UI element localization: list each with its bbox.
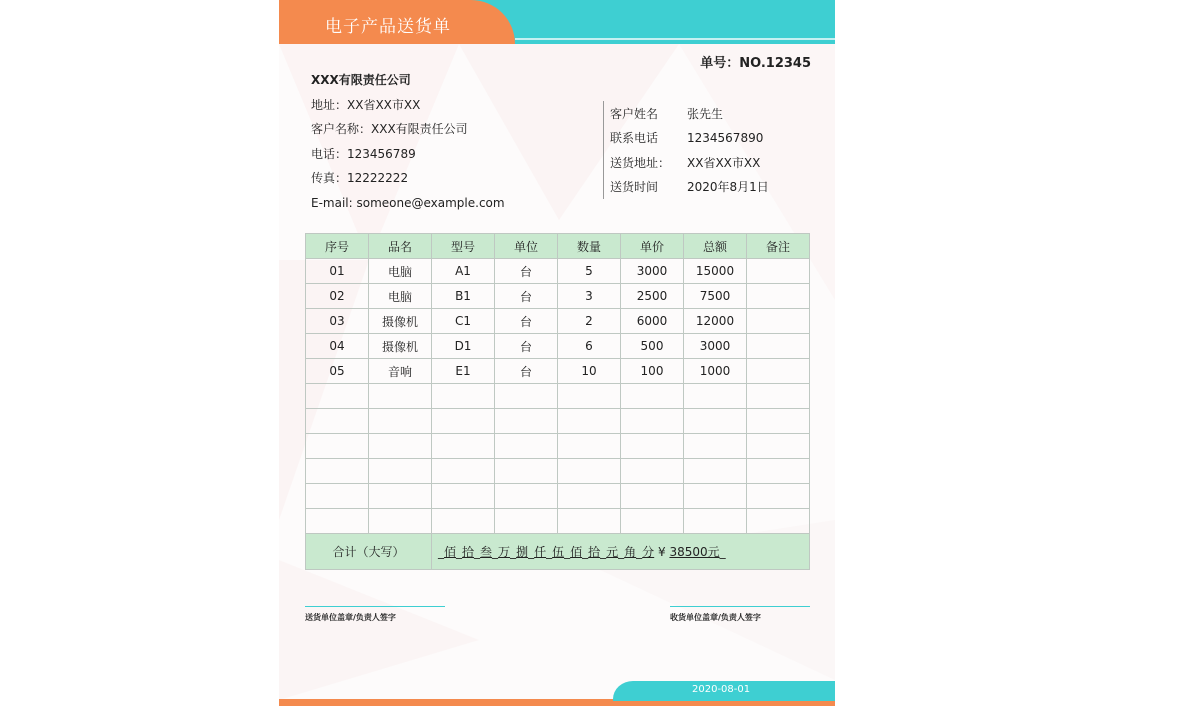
company-fax: 传真：12222222 — [311, 171, 409, 185]
table-cell — [432, 509, 495, 534]
table-cell — [747, 484, 810, 509]
table-cell — [621, 484, 684, 509]
company-info — [311, 68, 505, 215]
company-address: 地址：XX省XX市XX — [311, 97, 421, 112]
amount-part: _ — [636, 545, 643, 559]
table-cell: 台 — [495, 334, 558, 359]
column-header: 数量 — [558, 234, 621, 259]
table-cell: 5 — [558, 259, 621, 284]
page-title: 电子产品送货单 — [325, 17, 451, 37]
table-cell — [369, 409, 432, 434]
table-cell: 台 — [495, 284, 558, 309]
table-cell — [684, 409, 747, 434]
table-cell: 6 — [558, 334, 621, 359]
customer-row — [610, 126, 769, 151]
table-cell — [747, 259, 810, 284]
table-cell — [747, 434, 810, 459]
table-row — [306, 334, 810, 359]
table-cell — [495, 484, 558, 509]
table-cell — [369, 384, 432, 409]
table-cell — [495, 509, 558, 534]
table-cell — [621, 409, 684, 434]
table-cell — [369, 509, 432, 534]
customer-value: 2020年8月1日 — [687, 180, 769, 195]
receiver-signature: 收货单位盖章/负责人签字 — [670, 606, 810, 623]
table-cell: 2500 — [621, 284, 684, 309]
amount-part: _ — [492, 545, 499, 559]
table-row — [306, 484, 810, 509]
table-row — [306, 309, 810, 334]
customer-value: 张先生 — [687, 106, 724, 121]
header-divider — [515, 38, 835, 40]
amount-part: _ — [510, 545, 517, 559]
table-cell — [684, 509, 747, 534]
amount-part: _ — [438, 545, 444, 559]
amount-part: _ — [719, 545, 726, 559]
customer-row — [610, 175, 769, 200]
table-row — [306, 359, 810, 384]
order-number: 单号：NO.12345 — [700, 56, 811, 71]
amount-part: _ — [564, 545, 571, 559]
table-cell — [306, 459, 369, 484]
table-cell: 摄像机 — [369, 309, 432, 334]
table-cell — [558, 509, 621, 534]
table-cell — [306, 484, 369, 509]
table-cell — [306, 384, 369, 409]
sender-signature: 送货单位盖章/负责人签字 — [305, 606, 445, 623]
table-cell — [495, 409, 558, 434]
company-customer-name: 客户名称：XXX有限责任公司 — [311, 122, 468, 136]
table-cell — [432, 409, 495, 434]
amount-part: 捌 — [516, 545, 529, 559]
table-cell: 音响 — [369, 359, 432, 384]
table-row — [306, 434, 810, 459]
column-header: 单位 — [495, 234, 558, 259]
table-cell — [369, 484, 432, 509]
amount-part: ¥ — [654, 545, 670, 559]
column-header: 单价 — [621, 234, 684, 259]
table-cell: D1 — [432, 334, 495, 359]
amount-part: _ — [600, 545, 607, 559]
table-cell — [747, 309, 810, 334]
table-cell: 15000 — [684, 259, 747, 284]
delivery-note-page — [279, 0, 835, 706]
table-cell — [621, 434, 684, 459]
table-cell — [558, 384, 621, 409]
table-cell — [495, 384, 558, 409]
table-cell: 3000 — [684, 334, 747, 359]
table-cell: 02 — [306, 284, 369, 309]
customer-row — [610, 101, 769, 126]
table-cell — [684, 384, 747, 409]
table-cell: 摄像机 — [369, 334, 432, 359]
table-cell: 台 — [495, 309, 558, 334]
amount-part: 万 — [498, 545, 511, 559]
column-header: 序号 — [306, 234, 369, 259]
table-cell: 1000 — [684, 359, 747, 384]
table-row — [306, 459, 810, 484]
table-cell: 01 — [306, 259, 369, 284]
amount-part: _ — [618, 545, 625, 559]
column-header: 品名 — [369, 234, 432, 259]
amount-part: 角 — [624, 545, 637, 559]
table-cell: E1 — [432, 359, 495, 384]
customer-info — [603, 101, 769, 199]
table-cell — [432, 434, 495, 459]
customer-label: 送货地址： — [610, 155, 671, 170]
customer-label: 客户姓名 — [610, 106, 659, 121]
table-row — [306, 259, 810, 284]
table-cell: 台 — [495, 359, 558, 384]
table-cell: 台 — [495, 259, 558, 284]
table-cell: B1 — [432, 284, 495, 309]
column-header: 总额 — [684, 234, 747, 259]
amount-part: 叁 — [480, 545, 493, 559]
table-cell — [495, 434, 558, 459]
table-cell — [306, 409, 369, 434]
table-cell: 10 — [558, 359, 621, 384]
table-cell: 03 — [306, 309, 369, 334]
amount-part: 元 — [606, 545, 619, 559]
table-cell — [495, 459, 558, 484]
table-cell — [684, 459, 747, 484]
table-cell — [369, 434, 432, 459]
table-cell: 12000 — [684, 309, 747, 334]
customer-value: 1234567890 — [687, 130, 764, 145]
table-cell — [306, 434, 369, 459]
table-cell — [621, 459, 684, 484]
table-cell: 3000 — [621, 259, 684, 284]
table-cell — [684, 434, 747, 459]
amount-part: 佰 — [570, 545, 583, 559]
table-cell — [684, 484, 747, 509]
table-cell — [432, 459, 495, 484]
amount-part: _ — [528, 545, 535, 559]
table-cell — [747, 334, 810, 359]
table-header-row — [306, 234, 810, 259]
amount-part: 仟 — [534, 545, 547, 559]
table-cell — [432, 384, 495, 409]
amount-part: 佰 — [444, 545, 457, 559]
table-cell: 500 — [621, 334, 684, 359]
amount-part: 拾 — [588, 545, 601, 559]
table-cell: 05 — [306, 359, 369, 384]
table-cell: 6000 — [621, 309, 684, 334]
amount-part: _ — [582, 545, 589, 559]
table-cell: 7500 — [684, 284, 747, 309]
table-cell — [747, 409, 810, 434]
table-cell — [621, 384, 684, 409]
total-amount-uppercase — [432, 534, 810, 570]
table-cell — [558, 409, 621, 434]
table-cell — [558, 484, 621, 509]
table-cell — [558, 434, 621, 459]
company-email: E-mail: someone@example.com — [311, 195, 505, 210]
amount-part: _ — [474, 545, 481, 559]
table-cell — [747, 509, 810, 534]
company-phone: 电话：123456789 — [311, 146, 416, 161]
company-name: XXX有限责任公司 — [311, 73, 411, 87]
table-cell: 100 — [621, 359, 684, 384]
table-cell: A1 — [432, 259, 495, 284]
column-header: 备注 — [747, 234, 810, 259]
table-row — [306, 284, 810, 309]
customer-label: 送货时间 — [610, 180, 659, 195]
table-cell — [306, 509, 369, 534]
table-cell — [369, 459, 432, 484]
table-cell — [432, 484, 495, 509]
amount-part: 伍 — [552, 545, 565, 559]
table-cell: 电脑 — [369, 284, 432, 309]
amount-part: 38500元 — [669, 545, 720, 559]
table-cell — [747, 359, 810, 384]
total-label: 合计（大写） — [306, 534, 432, 570]
column-header: 型号 — [432, 234, 495, 259]
table-cell — [621, 509, 684, 534]
table-cell — [747, 459, 810, 484]
amount-part: 拾 — [462, 545, 475, 559]
table-cell: 2 — [558, 309, 621, 334]
table-cell: 3 — [558, 284, 621, 309]
customer-row — [610, 150, 769, 175]
table-body — [306, 259, 810, 534]
table-total-row — [306, 534, 810, 570]
table-cell: 04 — [306, 334, 369, 359]
table-row — [306, 509, 810, 534]
table-row — [306, 384, 810, 409]
table-cell — [747, 284, 810, 309]
customer-label: 联系电话 — [610, 131, 659, 146]
amount-part: 分 — [642, 545, 655, 559]
table-cell — [558, 459, 621, 484]
customer-value: XX省XX市XX — [687, 155, 761, 170]
goods-table — [305, 233, 810, 570]
footer-date: 2020-08-01 — [692, 684, 751, 695]
amount-part: _ — [456, 545, 463, 559]
table-cell: 电脑 — [369, 259, 432, 284]
table-cell — [747, 384, 810, 409]
table-cell: C1 — [432, 309, 495, 334]
table-row — [306, 409, 810, 434]
amount-part: _ — [546, 545, 553, 559]
